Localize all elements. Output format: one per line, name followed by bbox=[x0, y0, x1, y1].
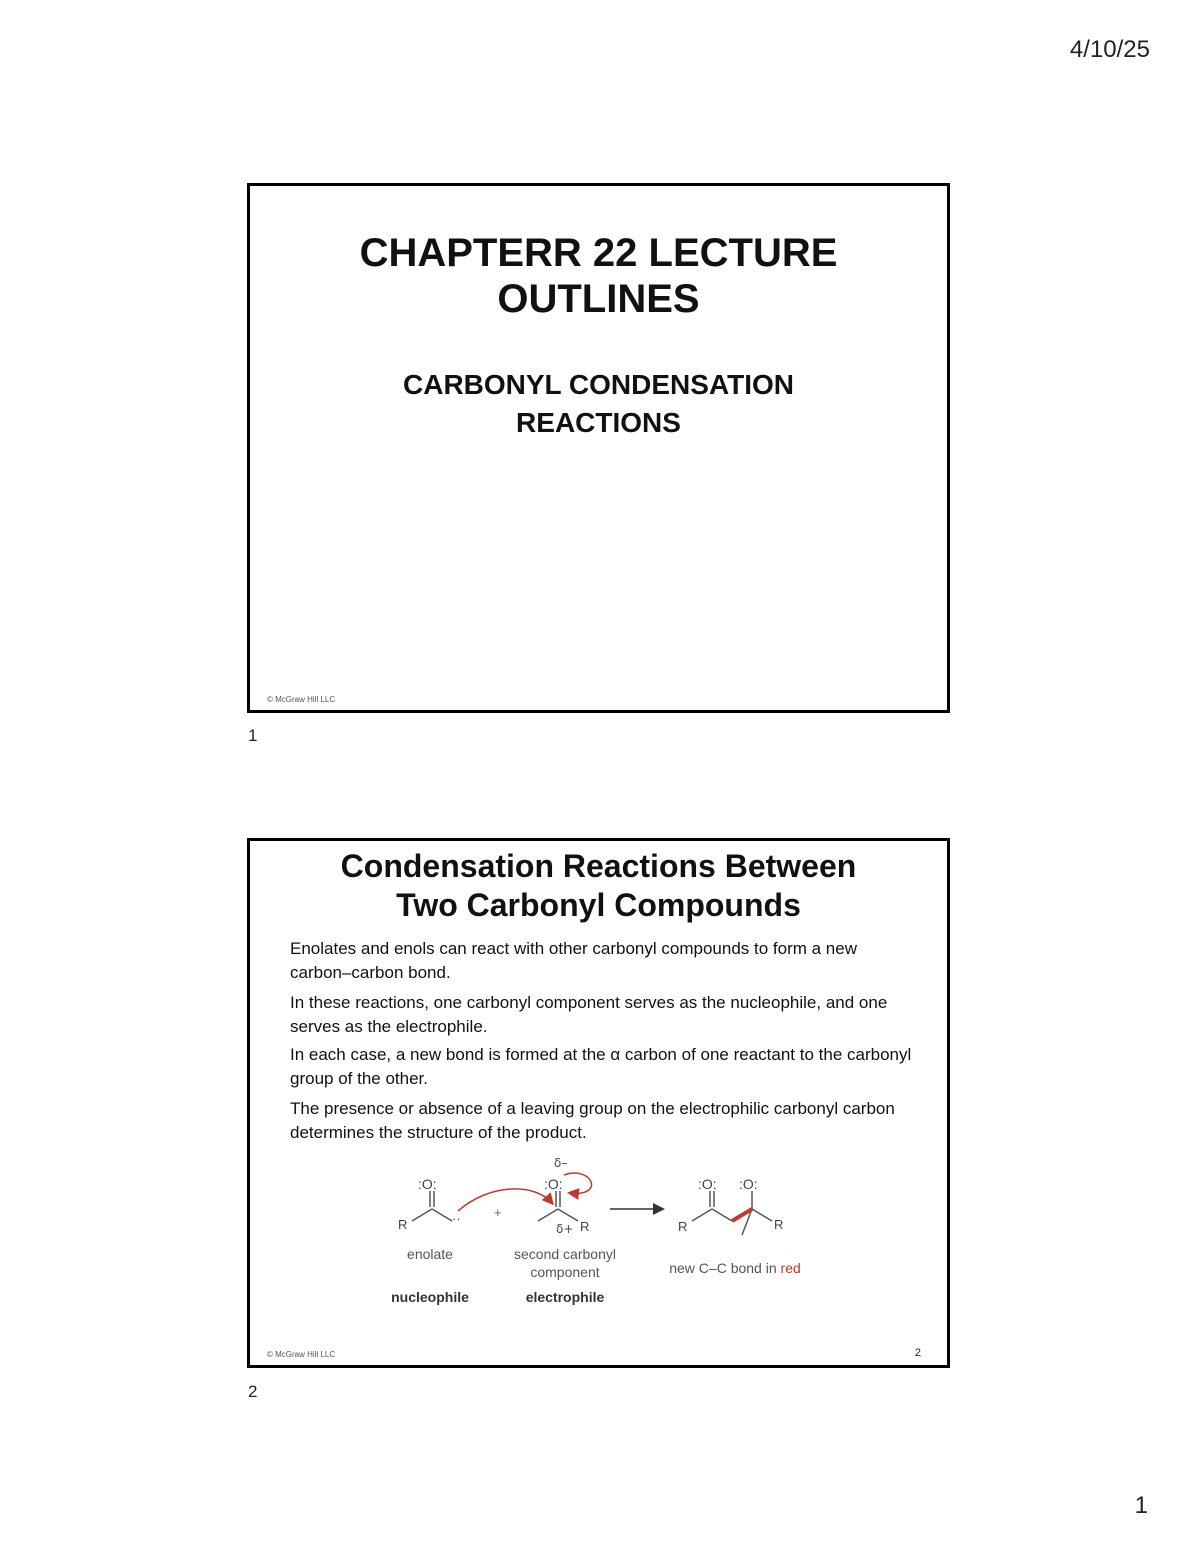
slide-2-title-line-1: Condensation Reactions Between bbox=[340, 848, 857, 884]
product-label-text: new C–C bond in bbox=[669, 1260, 781, 1276]
product-oxygen-1: :O: bbox=[698, 1176, 717, 1192]
product-r-left: R bbox=[678, 1219, 688, 1234]
slide-2 bbox=[247, 838, 950, 1368]
product-structure bbox=[692, 1191, 772, 1235]
slide-2-paragraph: In these reactions, one carbonyl component serves as the nucleophile, and one serves as the electrophile. bbox=[290, 993, 888, 1036]
slide-2-title bbox=[250, 847, 947, 925]
second-r: R bbox=[580, 1219, 590, 1234]
slide-2-body bbox=[290, 937, 917, 1151]
slide-2-inner-number: 2 bbox=[914, 1347, 921, 1359]
delta-minus: δ– bbox=[554, 1156, 568, 1170]
slide-2-paragraph: In each case, a new bond is formed at the α carbon of one reactant to the carbonyl group of the other. bbox=[290, 1045, 912, 1088]
slide-1-copyright: © McGraw Hill LLC bbox=[267, 695, 336, 704]
slide-1 bbox=[247, 183, 950, 713]
slide-2-copyright: © McGraw Hill LLC bbox=[267, 1350, 336, 1359]
product-r-right: R bbox=[774, 1217, 784, 1232]
slide-1-title-line-2: OUTLINES bbox=[497, 277, 700, 321]
enolate-lone-pair: ·· bbox=[452, 1211, 461, 1226]
slide-1-label: 1 bbox=[248, 726, 258, 745]
page-number: 1 bbox=[1134, 1492, 1148, 1519]
reaction-scheme bbox=[370, 1153, 810, 1305]
slide-2-paragraph: The presence or absence of a leaving group on the electrophilic carbonyl carbon determines the structure of the product. bbox=[290, 1099, 895, 1142]
slide-2-title-line-2: Two Carbonyl Compounds bbox=[396, 887, 801, 923]
slide-1-title bbox=[250, 230, 947, 322]
second-carbonyl-label bbox=[500, 1245, 630, 1281]
enolate-r: R bbox=[398, 1217, 408, 1232]
nucleophile-label: nucleophile bbox=[391, 1289, 469, 1305]
slide-2-label: 2 bbox=[248, 1382, 258, 1401]
second-carbonyl-label-line-1: second carbonyl bbox=[514, 1246, 616, 1262]
print-date: 4/10/25 bbox=[1069, 36, 1150, 63]
enolate-structure bbox=[412, 1191, 452, 1221]
product-oxygen-2: :O: bbox=[739, 1176, 758, 1192]
second-carbonyl-label-line-2: component bbox=[530, 1264, 600, 1280]
slide-1-title-line-1: CHAPTERR 22 LECTURE bbox=[359, 231, 838, 275]
enolate-oxygen: :O: bbox=[418, 1176, 437, 1192]
carbonyl-electron-arrow bbox=[564, 1173, 592, 1193]
enolate-label: enolate bbox=[407, 1246, 453, 1262]
slide-1-subtitle-line-1: CARBONYL CONDENSATION bbox=[403, 369, 794, 400]
slide-2-paragraph: Enolates and enols can react with other carbonyl compounds to form a new carbon–carbon bond. bbox=[290, 939, 857, 982]
slide-1-subtitle-line-2: REACTIONS bbox=[516, 407, 681, 438]
slide-1-subtitle bbox=[250, 366, 947, 442]
delta-plus: δ+ bbox=[556, 1222, 574, 1236]
electrophile-label: electrophile bbox=[525, 1289, 605, 1305]
product-label bbox=[650, 1259, 820, 1277]
nucleophilic-attack-arrow bbox=[458, 1189, 552, 1211]
plus-sign: + bbox=[494, 1205, 502, 1220]
second-oxygen: :O: bbox=[544, 1176, 563, 1192]
product-label-red: red bbox=[780, 1260, 801, 1276]
